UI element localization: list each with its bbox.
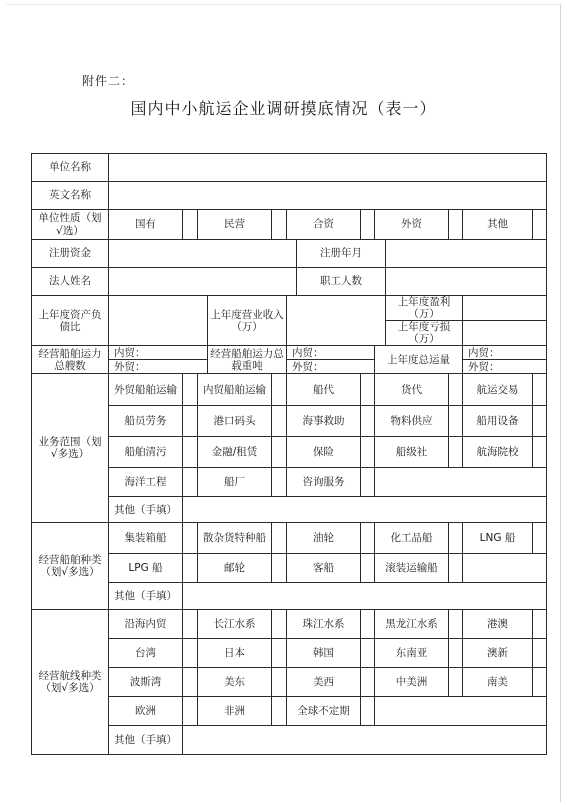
- ship-type-option-label: 滚装运输船: [375, 554, 449, 583]
- route-option-label: 波斯湾: [109, 668, 183, 697]
- route-option-label: 美西: [287, 668, 361, 697]
- fleet-domestic-field[interactable]: 内贸：: [109, 346, 208, 360]
- business-empty-cell: [375, 468, 547, 497]
- business-option-label: 航运交易: [463, 374, 533, 406]
- business-option-label: 咨询服务: [287, 468, 361, 497]
- business-checkbox[interactable]: [449, 406, 463, 437]
- nature-option-label: 国有: [109, 210, 183, 240]
- business-option-label: 外贸船舶运输: [109, 374, 183, 406]
- route-checkbox[interactable]: [361, 668, 375, 697]
- legal-person-field[interactable]: [109, 268, 297, 296]
- company-name-field[interactable]: [109, 154, 547, 182]
- annex-label: 附件二：: [82, 74, 135, 88]
- route-option-label: 东南亚: [375, 639, 449, 668]
- asset-liability-label: 上年度资产负债比: [32, 296, 109, 346]
- nature-checkbox[interactable]: [183, 210, 198, 240]
- cargo-foreign-field[interactable]: 外贸：: [463, 360, 547, 374]
- ship-type-checkbox[interactable]: [183, 523, 198, 554]
- route-option-label: 非洲: [198, 697, 272, 726]
- route-checkbox[interactable]: [272, 697, 287, 726]
- business-checkbox[interactable]: [533, 437, 547, 468]
- ship-type-other-field[interactable]: [183, 583, 547, 610]
- route-checkbox[interactable]: [533, 610, 547, 639]
- business-checkbox[interactable]: [272, 468, 287, 497]
- route-option-label: 欧洲: [109, 697, 183, 726]
- route-option-label: 美东: [198, 668, 272, 697]
- route-checkbox[interactable]: [183, 610, 198, 639]
- route-checkbox[interactable]: [272, 610, 287, 639]
- business-option-label: 保险: [287, 437, 361, 468]
- business-other-label: 其他（手填）: [109, 497, 183, 523]
- business-option-label: 物料供应: [375, 406, 449, 437]
- business-option-label: 船员劳务: [109, 406, 183, 437]
- route-checkbox[interactable]: [183, 639, 198, 668]
- route-other-field[interactable]: [183, 726, 547, 755]
- ship-type-option-label: 散杂货特种船: [198, 523, 272, 554]
- business-option-label: 船舶清污: [109, 437, 183, 468]
- registered-date-field[interactable]: [386, 240, 547, 268]
- business-other-field[interactable]: [183, 497, 547, 523]
- business-checkbox[interactable]: [272, 406, 287, 437]
- route-empty-cell: [375, 697, 547, 726]
- business-option-label: 船厂: [198, 468, 272, 497]
- route-option-label: 澳新: [463, 639, 533, 668]
- profit-label: 上年度盈利（万）: [386, 296, 463, 321]
- english-name-label: 英文名称: [32, 182, 109, 210]
- tonnage-domestic-field[interactable]: 内贸：: [287, 346, 375, 360]
- business-checkbox[interactable]: [272, 374, 287, 406]
- registered-capital-field[interactable]: [109, 240, 297, 268]
- business-checkbox[interactable]: [183, 374, 198, 406]
- business-option-label: 航海院校: [463, 437, 533, 468]
- route-option-label: 长江水系: [198, 610, 272, 639]
- business-checkbox[interactable]: [449, 374, 463, 406]
- business-option-label: 船用设备: [463, 406, 533, 437]
- route-option-label: 台湾: [109, 639, 183, 668]
- nature-checkbox[interactable]: [533, 210, 547, 240]
- ship-type-checkbox[interactable]: [533, 523, 547, 554]
- business-checkbox[interactable]: [183, 468, 198, 497]
- ship-type-checkbox[interactable]: [361, 523, 375, 554]
- business-checkbox[interactable]: [272, 437, 287, 468]
- business-checkbox[interactable]: [361, 437, 375, 468]
- route-option-label: 珠江水系: [287, 610, 361, 639]
- profit-field[interactable]: [463, 296, 547, 321]
- business-checkbox[interactable]: [361, 468, 375, 497]
- business-option-label: 海洋工程: [109, 468, 183, 497]
- route-option-label: 韩国: [287, 639, 361, 668]
- ship-type-checkbox[interactable]: [449, 523, 463, 554]
- ship-type-other-label: 其他（手填）: [109, 583, 183, 610]
- registered-capital-label: 注册资金: [32, 240, 109, 268]
- route-option-label: 全球不定期: [287, 697, 361, 726]
- ship-type-option-label: LPG 船: [109, 554, 183, 583]
- revenue-field[interactable]: [287, 296, 386, 346]
- route-option-label: 沿海内贸: [109, 610, 183, 639]
- revenue-label: 上年度营业收入（万）: [208, 296, 287, 346]
- english-name-field[interactable]: [109, 182, 547, 210]
- ship-type-empty-cell: [463, 554, 547, 583]
- tonnage-foreign-field[interactable]: 外贸：: [287, 360, 375, 374]
- ship-type-option-label: LNG 船: [463, 523, 533, 554]
- ship-type-option-label: 客船: [287, 554, 361, 583]
- business-option-label: 船级社: [375, 437, 449, 468]
- ship-type-option-label: 集装箱船: [109, 523, 183, 554]
- route-checkbox[interactable]: [449, 639, 463, 668]
- nature-label: 单位性质（划√选）: [32, 210, 109, 240]
- ship-type-checkbox[interactable]: [449, 554, 463, 583]
- ship-type-checkbox[interactable]: [183, 554, 198, 583]
- business-checkbox[interactable]: [361, 374, 375, 406]
- document-title: 国内中小航运企业调研摸底情况（表一）: [130, 99, 437, 118]
- routes-label: 经营航线种类（划√多选）: [32, 610, 109, 755]
- nature-option-label: 民营: [198, 210, 272, 240]
- route-checkbox[interactable]: [183, 668, 198, 697]
- survey-form-table: [31, 153, 547, 755]
- route-checkbox[interactable]: [272, 639, 287, 668]
- business-checkbox[interactable]: [533, 406, 547, 437]
- route-option-label: 南美: [463, 668, 533, 697]
- route-checkbox[interactable]: [361, 697, 375, 726]
- route-checkbox[interactable]: [533, 668, 547, 697]
- fleet-foreign-field[interactable]: 外贸：: [109, 360, 208, 374]
- company-name-label: 单位名称: [32, 154, 109, 182]
- nature-checkbox[interactable]: [272, 210, 287, 240]
- nature-option-label: 合资: [287, 210, 361, 240]
- ship-type-option-label: 化工品船: [375, 523, 449, 554]
- business-checkbox[interactable]: [183, 406, 198, 437]
- route-checkbox[interactable]: [183, 697, 198, 726]
- total-cargo-label: 上年度总运量: [375, 346, 463, 374]
- ship-type-option-label: 邮轮: [198, 554, 272, 583]
- route-checkbox[interactable]: [449, 610, 463, 639]
- route-option-label: 黑龙江水系: [375, 610, 449, 639]
- loss-label: 上年度亏损（万）: [386, 321, 463, 346]
- route-option-label: 中美洲: [375, 668, 449, 697]
- ship-type-option-label: 油轮: [287, 523, 361, 554]
- fleet-capacity-label: 经营船舶运力总艘数: [32, 346, 109, 374]
- business-checkbox[interactable]: [361, 406, 375, 437]
- nature-checkbox[interactable]: [361, 210, 375, 240]
- business-option-label: 货代: [375, 374, 449, 406]
- ship-type-checkbox[interactable]: [361, 554, 375, 583]
- route-option-label: 日本: [198, 639, 272, 668]
- registered-date-label: 注册年月: [297, 240, 386, 268]
- loss-field[interactable]: [463, 321, 547, 346]
- fleet-tonnage-label: 经营船舶运力总载重吨: [208, 346, 287, 374]
- nature-option-label: 外资: [375, 210, 449, 240]
- route-checkbox[interactable]: [361, 639, 375, 668]
- route-checkbox[interactable]: [361, 610, 375, 639]
- staff-count-field[interactable]: [386, 268, 547, 296]
- business-option-label: 港口码头: [198, 406, 272, 437]
- business-option-label: 内贸船舶运输: [198, 374, 272, 406]
- business-option-label: 金融/租赁: [198, 437, 272, 468]
- route-checkbox[interactable]: [449, 668, 463, 697]
- nature-option-label: 其他: [463, 210, 533, 240]
- route-checkbox[interactable]: [533, 639, 547, 668]
- business-checkbox[interactable]: [533, 374, 547, 406]
- ship-type-checkbox[interactable]: [272, 554, 287, 583]
- nature-checkbox[interactable]: [449, 210, 463, 240]
- business-option-label: 船代: [287, 374, 361, 406]
- cargo-domestic-field[interactable]: 内贸：: [463, 346, 547, 360]
- business-scope-label: 业务范围（划√多选）: [32, 374, 109, 523]
- legal-person-label: 法人姓名: [32, 268, 109, 296]
- route-other-label: 其他（手填）: [109, 726, 183, 755]
- business-option-label: 海事救助: [287, 406, 361, 437]
- business-checkbox[interactable]: [183, 437, 198, 468]
- ship-type-checkbox[interactable]: [272, 523, 287, 554]
- business-checkbox[interactable]: [449, 437, 463, 468]
- ship-types-label: 经营船舶种类（划√多选）: [32, 523, 109, 610]
- route-option-label: 港澳: [463, 610, 533, 639]
- staff-count-label: 职工人数: [297, 268, 386, 296]
- route-checkbox[interactable]: [272, 668, 287, 697]
- asset-liability-field[interactable]: [109, 296, 208, 346]
